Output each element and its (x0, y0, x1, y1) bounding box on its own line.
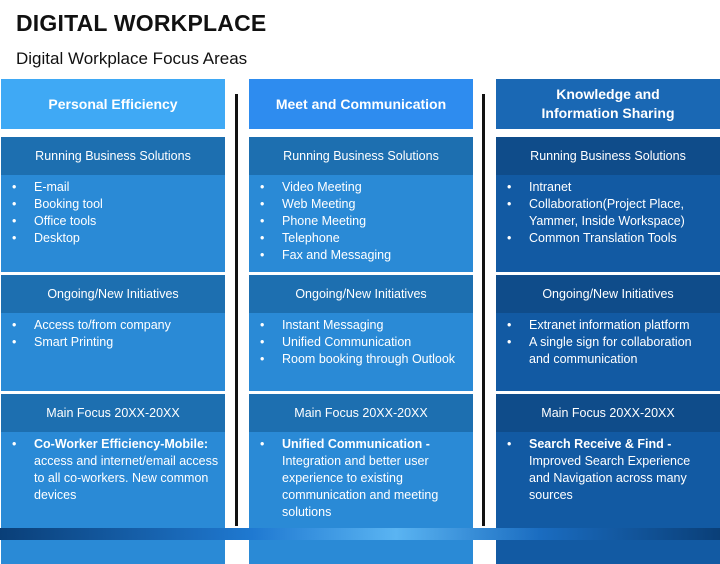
list-item (257, 436, 467, 521)
section-body (496, 432, 720, 564)
list-item: • Access to/from company (9, 317, 219, 334)
list-item: • Desktop (9, 230, 219, 247)
section-label: Main Focus 20XX-20XX (496, 394, 720, 432)
section-body (249, 175, 473, 272)
section-label: Running Business Solutions (249, 137, 473, 175)
list-item: • Instant Messaging (257, 317, 467, 334)
column-header-line: Knowledge and (556, 86, 660, 102)
section-body (1, 313, 225, 391)
focus-heading: Co-Worker Efficiency-Mobile: (34, 437, 209, 451)
column-header-line: Meet and Communication (275, 95, 447, 112)
list-item: • Unified Communication (257, 334, 467, 351)
focus-heading: Search Receive & Find - (529, 437, 672, 451)
section-ongoing-initiatives (249, 275, 473, 391)
list-item: • Room booking through Outlook (257, 351, 467, 368)
section-label: Running Business Solutions (496, 137, 720, 175)
section-body (249, 313, 473, 391)
section-body (249, 432, 473, 564)
focus-text: Improved Search Experience and Navigation across many sources (529, 454, 691, 502)
list-item: • Common Translation Tools (504, 230, 714, 247)
section-label: Main Focus 20XX-20XX (249, 394, 473, 432)
column-divider (235, 94, 238, 526)
column-header-line: Personal Efficiency (48, 95, 178, 112)
column-knowledge-and-information-sharing (496, 79, 720, 502)
page-title: DIGITAL WORKPLACE (16, 10, 267, 36)
section-ongoing-initiatives (496, 275, 720, 391)
list-item: • Extranet information platform (504, 317, 714, 334)
section-label: Ongoing/New Initiatives (1, 275, 225, 313)
list-item: • Smart Printing (9, 334, 219, 351)
section-ongoing-initiatives (1, 275, 225, 391)
list-item: • E-mail (9, 179, 219, 196)
focus-text: Integration and better user experience to existing communication and meeting solutions (282, 454, 439, 519)
list-item: • Office tools (9, 213, 219, 230)
list-item: • Phone Meeting (257, 213, 467, 230)
column-header (496, 79, 720, 129)
section-body (1, 175, 225, 272)
section-label: Ongoing/New Initiatives (496, 275, 720, 313)
column-meet-and-communication (249, 79, 473, 519)
page-subtitle: Digital Workplace Focus Areas (16, 49, 248, 68)
column-personal-efficiency (1, 79, 225, 502)
section-label: Ongoing/New Initiatives (249, 275, 473, 313)
section-body (496, 175, 720, 272)
section-running-business-solutions (496, 137, 720, 272)
section-label: Main Focus 20XX-20XX (1, 394, 225, 432)
column-divider (482, 94, 485, 526)
list-item (9, 436, 219, 504)
list-item: • A single sign for collaboration and communication (504, 334, 714, 368)
footer-gradient-bar (0, 528, 720, 540)
list-item: • Video Meeting (257, 179, 467, 196)
column-header (1, 79, 225, 129)
section-body (496, 313, 720, 391)
section-body (1, 432, 225, 564)
list-item: • Booking tool (9, 196, 219, 213)
section-running-business-solutions (1, 137, 225, 272)
column-header-line: Information Sharing (541, 105, 675, 121)
focus-text: access and internet/email access to all co-workers. New common devices (34, 454, 219, 502)
list-item: • Intranet (504, 179, 714, 196)
section-label: Running Business Solutions (1, 137, 225, 175)
list-item: • Collaboration(Project Place, Yammer, Inside Workspace) (504, 196, 714, 230)
focus-heading: Unified Communication - (282, 437, 430, 451)
list-item: • Telephone (257, 230, 467, 247)
list-item: • Fax and Messaging (257, 247, 467, 264)
section-running-business-solutions (249, 137, 473, 272)
list-item: • Web Meeting (257, 196, 467, 213)
list-item (504, 436, 714, 504)
column-header (249, 79, 473, 129)
